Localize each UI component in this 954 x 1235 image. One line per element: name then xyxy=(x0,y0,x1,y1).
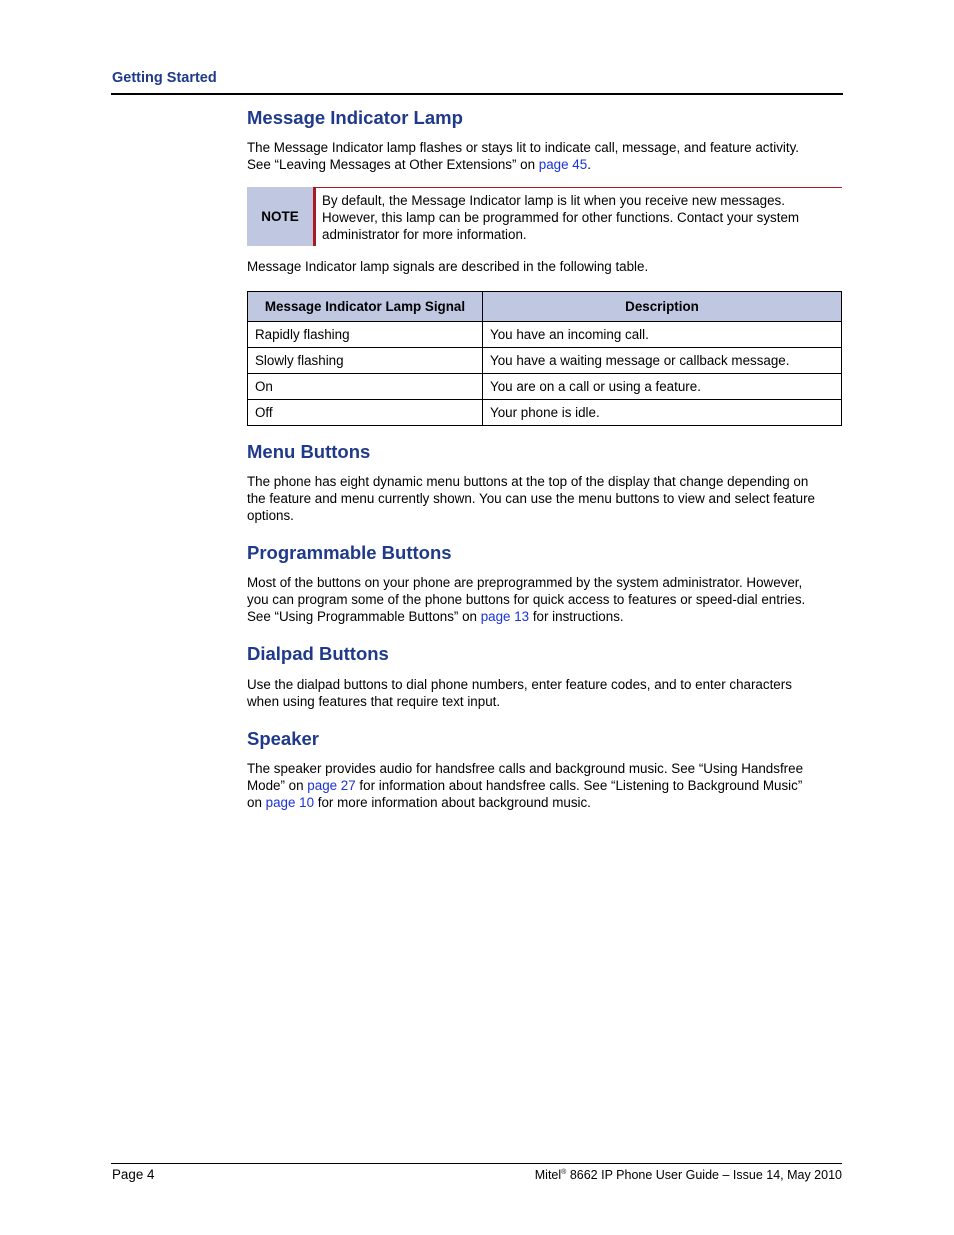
speaker-line-1: The speaker provides audio for handsfree calls and background music. See “Using Handsfree xyxy=(247,761,804,776)
menu-buttons-paragraph xyxy=(247,473,847,524)
text-span: See “Leaving Messages at Other Extensions” on xyxy=(247,157,539,172)
programmable-line-2: you can program some of the phone buttons for quick access to features or speed-dial entries. xyxy=(247,592,806,607)
heading-dialpad-buttons: Dialpad Buttons xyxy=(247,643,389,664)
message-lamp-line-2 xyxy=(247,156,847,173)
heading-message-indicator-lamp: Message Indicator Lamp xyxy=(247,107,463,128)
table-cell-signal: On xyxy=(248,374,483,400)
link-page-45[interactable]: page 45 xyxy=(538,157,588,172)
table-cell-signal: Slowly flashing xyxy=(248,348,483,374)
table-cell-description: You have a waiting message or callback message. xyxy=(483,348,842,374)
table-row xyxy=(248,322,842,348)
guide-title: 8662 IP Phone User Guide – Issue 14, May 2010 xyxy=(566,1168,842,1182)
text-span: See “Using Programmable Buttons” on xyxy=(247,609,481,624)
lamp-signal-table xyxy=(247,291,842,426)
table-row xyxy=(248,400,842,426)
message-lamp-paragraph xyxy=(247,139,847,173)
registered-mark: ® xyxy=(561,1168,567,1176)
text-span: for instructions. xyxy=(529,609,624,624)
dialpad-buttons-paragraph xyxy=(247,676,847,710)
table-cell-signal: Off xyxy=(248,400,483,426)
programmable-line-1: Most of the buttons on your phone are preprogrammed by the system administrator. However, xyxy=(247,575,803,590)
table-row xyxy=(248,348,842,374)
note-box xyxy=(247,187,842,246)
brand-name: Mitel xyxy=(534,1168,562,1182)
heading-programmable-buttons: Programmable Buttons xyxy=(247,542,452,563)
text-span: for more information about background music. xyxy=(314,795,591,810)
table-header-description: Description xyxy=(483,292,842,322)
table-row xyxy=(248,374,842,400)
header-divider xyxy=(111,93,843,95)
link-page-13[interactable]: page 13 xyxy=(480,609,530,624)
table-cell-signal: Rapidly flashing xyxy=(248,322,483,348)
note-line-1: By default, the Message Indicator lamp is lit when you receive new messages. xyxy=(322,193,785,208)
document-title xyxy=(535,1168,842,1182)
speaker-paragraph xyxy=(247,760,847,811)
running-header-section: Getting Started xyxy=(112,70,217,86)
speaker-line-3 xyxy=(247,794,847,811)
note-line-3: administrator for more information. xyxy=(322,227,527,242)
menu-buttons-line-2: the feature and menu currently shown. You can use the menu buttons to view and select feature xyxy=(247,491,815,506)
menu-buttons-line-1: The phone has eight dynamic menu buttons at the top of the display that change depending on xyxy=(247,474,809,489)
heading-speaker: Speaker xyxy=(247,728,319,749)
note-text xyxy=(322,192,837,243)
note-line-2: However, this lamp can be programmed for other functions. Contact your system xyxy=(322,210,800,225)
note-top-rule xyxy=(316,187,842,188)
table-header-row xyxy=(248,292,842,322)
footer-divider xyxy=(111,1163,842,1164)
page-number: Page 4 xyxy=(112,1167,155,1182)
table-intro: Message Indicator lamp signals are described in the following table. xyxy=(247,259,649,274)
dialpad-line-1: Use the dialpad buttons to dial phone numbers, enter feature codes, and to enter characters xyxy=(247,677,792,692)
speaker-line-2 xyxy=(247,777,847,794)
programmable-buttons-paragraph xyxy=(247,574,847,625)
programmable-line-3 xyxy=(247,608,847,625)
dialpad-line-2: when using features that require text input. xyxy=(247,694,501,709)
table-cell-description: You are on a call or using a feature. xyxy=(483,374,842,400)
link-page-27[interactable]: page 27 xyxy=(307,778,356,793)
text-span: Mode” on xyxy=(247,778,308,793)
note-accent-bar xyxy=(313,187,316,246)
table-cell-description: You have an incoming call. xyxy=(483,322,842,348)
text-span: on xyxy=(247,795,266,810)
table-cell-description: Your phone is idle. xyxy=(483,400,842,426)
menu-buttons-line-3: options. xyxy=(247,508,294,523)
heading-menu-buttons: Menu Buttons xyxy=(247,441,371,462)
text-span: . xyxy=(587,157,591,172)
note-label: NOTE xyxy=(247,187,313,246)
table-header-signal: Message Indicator Lamp Signal xyxy=(248,292,483,322)
message-lamp-line-1: The Message Indicator lamp flashes or stays lit to indicate call, message, and feature activity. xyxy=(247,140,800,155)
text-span: for information about handsfree calls. See “Listening to Background Music” xyxy=(355,778,803,793)
link-page-10[interactable]: page 10 xyxy=(265,795,315,810)
